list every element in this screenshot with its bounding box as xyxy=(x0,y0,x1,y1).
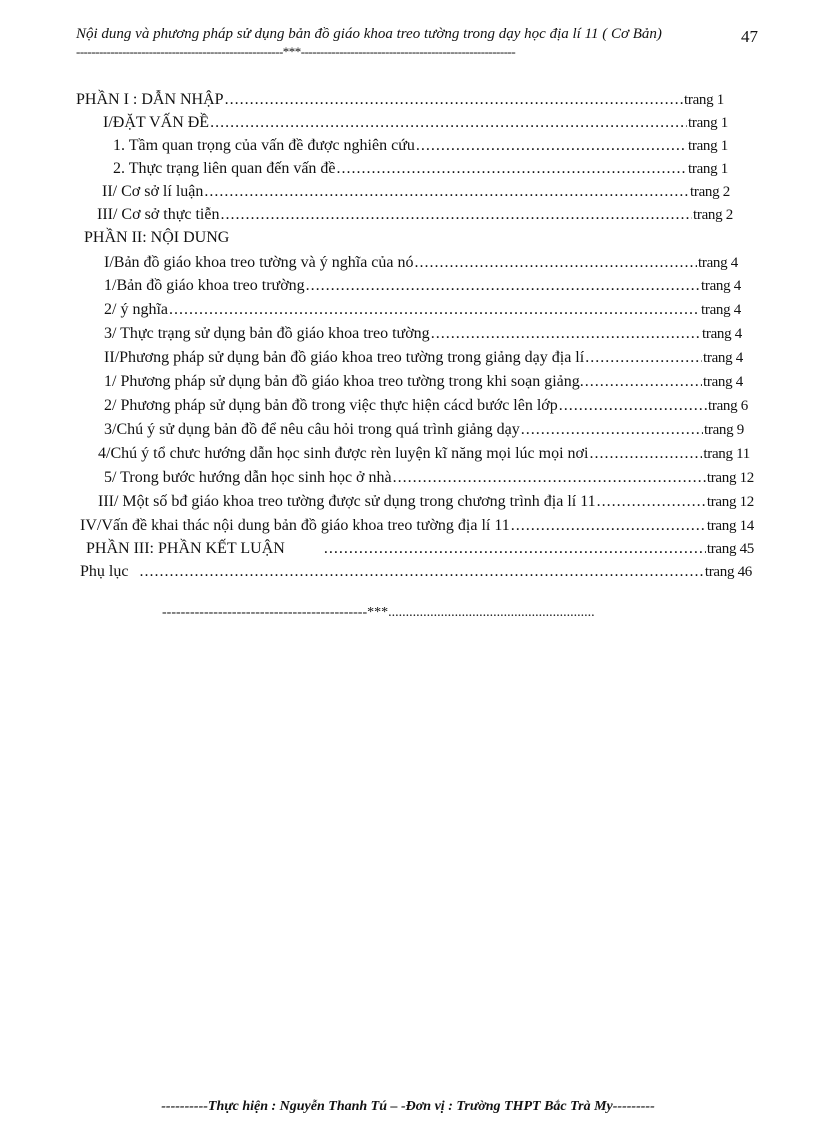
toc-entry[interactable] xyxy=(113,134,728,157)
header-divider: ------------------------------------------------------***-------------------------------------------------------- xyxy=(76,45,516,59)
toc-entry-page: trang 1 xyxy=(684,92,724,108)
toc-entry-title: III/ Một số bđ giáo khoa treo tường được sử dụng trong chương trình địa lí 11 xyxy=(98,493,596,510)
toc-leader xyxy=(559,394,707,417)
toc-leader xyxy=(393,466,706,489)
toc-entry-title: 2/ ý nghĩa xyxy=(104,301,168,318)
toc-entry-page: trang 1 xyxy=(688,161,728,177)
toc-leader xyxy=(139,560,703,583)
toc-entry[interactable] xyxy=(104,346,743,369)
toc-entry-title: 4/Chú ý tổ chưc hướng dẫn học sinh được rèn luyện kĩ năng mọi lúc mọi nơi xyxy=(98,445,589,462)
toc-leader xyxy=(416,134,687,157)
toc-leader xyxy=(220,203,692,226)
toc-entry-title: II/ Cơ sở lí luận xyxy=(102,183,204,200)
toc-leader xyxy=(169,298,700,321)
toc-entry[interactable] xyxy=(104,274,741,297)
toc-entry[interactable] xyxy=(76,88,724,111)
toc-entry-title: I/Bản đồ giáo khoa treo tường và ý nghĩa của nó xyxy=(104,254,414,271)
toc-entry[interactable] xyxy=(113,157,728,180)
header-title: Nội dung và phương pháp sử dụng bản đồ giáo khoa treo tường trong dạy học địa lí 11 ( Cơ Bản) xyxy=(76,26,662,42)
toc-entry[interactable] xyxy=(104,394,748,417)
toc-entry[interactable] xyxy=(80,514,754,537)
toc-entry[interactable] xyxy=(98,442,750,465)
toc-entry-page: trang 1 xyxy=(688,138,728,154)
toc-leader xyxy=(511,514,706,537)
toc-leader xyxy=(521,418,703,441)
toc-entry-title: 3/ Thực trạng sử dụng bản đồ giáo khoa treo tường xyxy=(104,325,430,342)
toc-entry-title: PHẦN III: PHẦN KẾT LUẬN xyxy=(86,540,285,557)
toc-entry-title: II/Phương pháp sử dụng bản đồ giáo khoa treo tường trong giảng dạy địa lí xyxy=(104,349,585,366)
toc-leader xyxy=(204,180,689,203)
toc-entry-page: trang 4 xyxy=(702,326,742,342)
toc-entry[interactable] xyxy=(104,370,743,393)
toc-entry-page: trang 2 xyxy=(693,207,733,223)
toc-entry[interactable] xyxy=(80,560,752,583)
toc-entry-title: Phụ lục xyxy=(80,563,129,580)
toc-entry[interactable] xyxy=(86,537,754,560)
toc-entry[interactable] xyxy=(104,466,754,489)
toc-entry-title: 3/Chú ý sử dụng bản đồ để nêu câu hỏi trong quá trình giảng dạy xyxy=(104,421,520,438)
toc-entry-page: trang 12 xyxy=(706,470,754,486)
toc-entry-page: trang 6 xyxy=(708,398,748,414)
toc-entry[interactable] xyxy=(84,226,384,249)
toc-entry-page: trang 4 xyxy=(701,302,741,318)
toc-entry[interactable] xyxy=(102,180,730,203)
toc-entry-page: trang 9 xyxy=(704,422,744,438)
toc-entry-page: trang 1 xyxy=(688,115,728,131)
toc-entry-page: trang 14 xyxy=(706,518,754,534)
toc-entry[interactable] xyxy=(97,203,733,226)
toc-leader xyxy=(210,111,687,134)
toc-leader xyxy=(415,251,698,274)
toc-entry-page: trang 46 xyxy=(704,564,752,580)
toc-entry-title: PHẦN II: NỘI DUNG xyxy=(84,229,230,246)
toc-leader xyxy=(585,346,702,369)
toc-entry-title: 1. Tầm quan trọng của vấn đề được nghiên cứu xyxy=(113,137,415,154)
toc-entry-page: trang 12 xyxy=(706,494,754,510)
toc-entry-page: trang 4 xyxy=(701,278,741,294)
toc-entry-title: 2/ Phương pháp sử dụng bản đồ trong việc thực hiện cácd bước lên lớp xyxy=(104,397,558,414)
page-number: 47 xyxy=(741,27,758,46)
toc-entry-page: trang 45 xyxy=(706,541,754,557)
toc-entry[interactable] xyxy=(104,298,741,321)
toc-leader xyxy=(589,442,702,465)
toc-leader xyxy=(431,322,701,345)
toc-entry-title: 2. Thực trạng liên quan đến vấn đề xyxy=(113,160,336,177)
toc-leader xyxy=(585,370,702,393)
toc-leader xyxy=(337,157,687,180)
toc-leader xyxy=(597,490,706,513)
toc-entry-page: trang 11 xyxy=(703,446,750,462)
toc-entry[interactable] xyxy=(104,418,744,441)
toc-entry[interactable] xyxy=(98,490,754,513)
toc-entry-page: trang 2 xyxy=(690,184,730,200)
toc-leader xyxy=(306,274,700,297)
toc-entry[interactable] xyxy=(104,251,738,274)
toc-entry[interactable] xyxy=(103,111,728,134)
toc-entry-title: I/ĐẶT VẤN ĐỀ xyxy=(103,114,210,131)
toc-entry-title: 1/Bản đồ giáo khoa treo trường xyxy=(104,277,305,294)
toc-entry[interactable] xyxy=(104,322,742,345)
toc-leader xyxy=(225,88,683,111)
toc-entry-page: trang 4 xyxy=(703,350,743,366)
toc-entry-title: III/ Cơ sở thực tiễn xyxy=(97,206,220,223)
toc-leader xyxy=(324,537,706,560)
end-divider: --------------------------------------------***........................................................... xyxy=(162,605,595,620)
toc-entry-title: PHẦN I : DẪN NHẬP xyxy=(76,91,224,108)
toc-entry-title: 5/ Trong bước hướng dẫn học sinh học ở nhà xyxy=(104,469,392,486)
page-footer: ----------Thực hiện : Nguyễn Thanh Tú – -Đơn vị : Trường THPT Bắc Trà My--------- xyxy=(161,1099,655,1114)
toc-entry-page: trang 4 xyxy=(698,255,738,271)
toc-entry-title: 1/ Phương pháp sử dụng bản đồ giáo khoa treo tường trong khi soạn giảng. xyxy=(104,373,584,390)
toc-entry-title: IV/Vấn đề khai thác nội dung bản đồ giáo khoa treo tường địa lí 11 xyxy=(80,517,510,534)
toc-entry-page: trang 4 xyxy=(703,374,743,390)
